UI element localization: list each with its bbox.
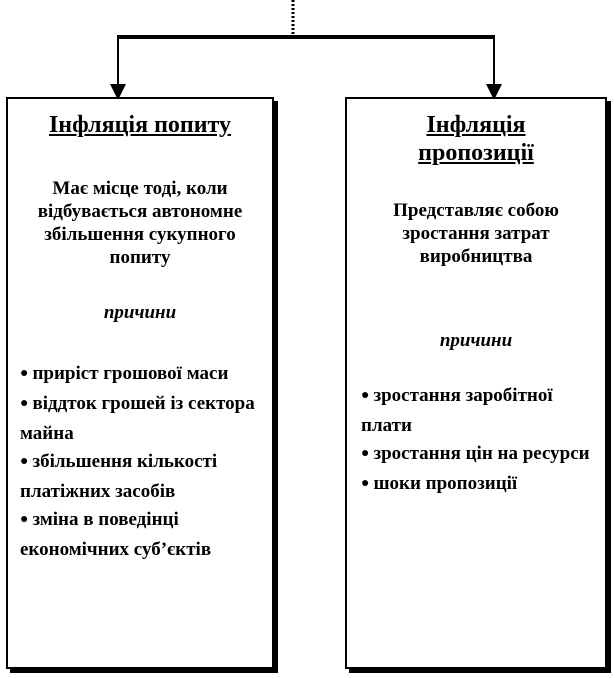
demand-inflation-title: Інфляція попиту <box>48 112 232 138</box>
list-item: ● віддток грошей із сектора майна <box>20 393 255 444</box>
list-item: ● приріст грошової маси <box>20 363 229 384</box>
supply-causes-label: причини <box>439 330 513 351</box>
supply-causes-list <box>347 382 605 500</box>
demand-inflation-box <box>6 97 274 669</box>
list-item: ● зростання цін на ресурси <box>361 443 590 464</box>
bullet-icon: ● <box>361 388 370 403</box>
list-item: ● зростання заробітної плати <box>361 385 553 436</box>
bullet-icon: ● <box>20 396 29 411</box>
list-item: ● збільшення кількості платіжних засобів <box>20 451 218 502</box>
demand-causes-label: причини <box>103 302 177 323</box>
list-item: ● зміна в поведінці економічних суб’єктів <box>20 509 212 560</box>
bullet-icon: ● <box>361 446 370 461</box>
supply-inflation-box <box>345 97 607 669</box>
supply-inflation-title: Інфляція пропозиції <box>418 112 534 166</box>
bullet-icon: ● <box>361 476 370 491</box>
supply-inflation-description: Представляє собою зростання затрат виробництва <box>393 200 559 267</box>
bullet-icon: ● <box>20 454 29 469</box>
list-item: ● шоки пропозиції <box>361 473 518 494</box>
bullet-icon: ● <box>20 512 29 527</box>
bullet-icon: ● <box>20 366 29 381</box>
demand-causes-list <box>8 360 272 564</box>
demand-inflation-description: Має місце тоді, коли відбувається автономне збільшення сукупного попиту <box>37 178 243 268</box>
